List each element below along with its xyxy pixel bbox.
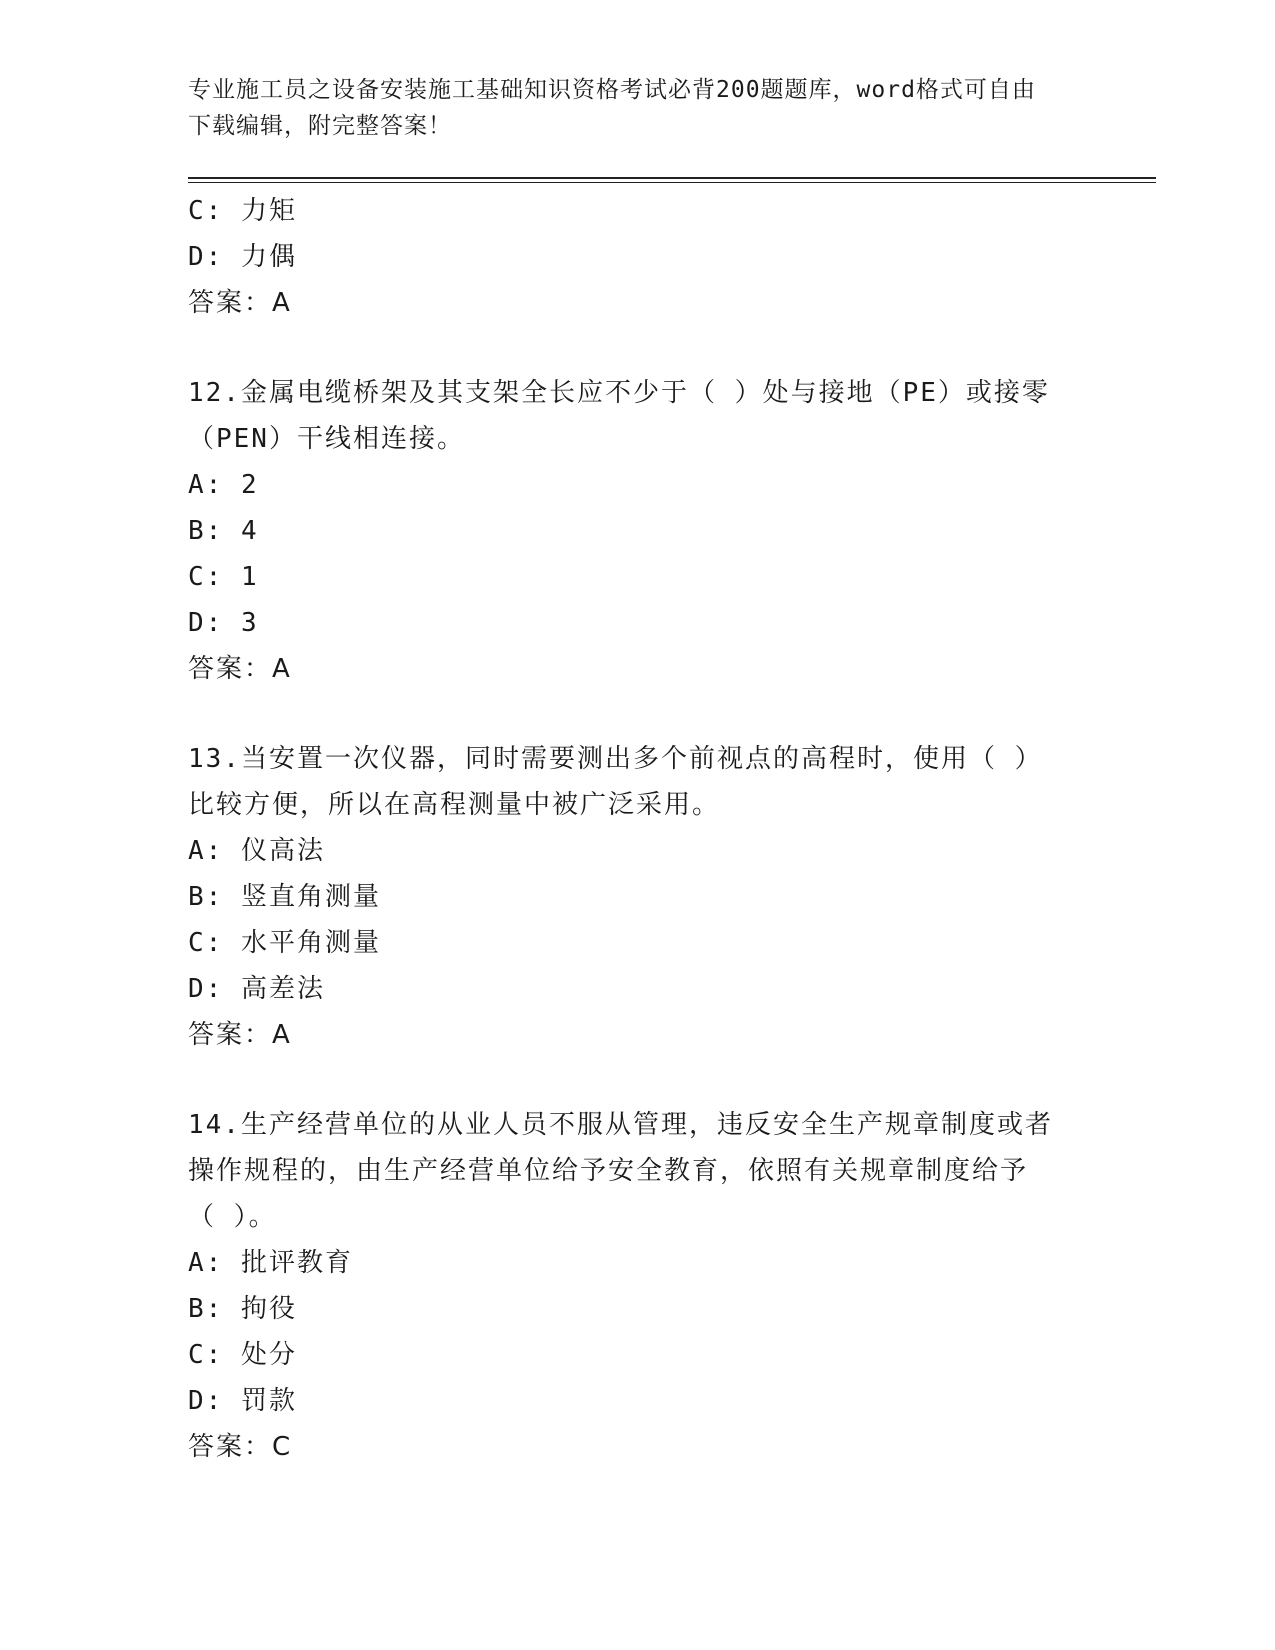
spacer (188, 326, 1088, 370)
option-d: D: 3 (188, 608, 259, 638)
option-a: A: 批评教育 (188, 1248, 353, 1278)
question-list (188, 188, 1088, 1470)
question-14 (188, 1102, 1088, 1470)
spacer (188, 692, 1088, 736)
option-c: C: 水平角测量 (188, 928, 381, 958)
answer-line: 答案：C (188, 1432, 293, 1462)
spacer (188, 1058, 1088, 1102)
question-text-line-2: （PEN）干线相连接。 (188, 424, 465, 454)
option-c: C: 力矩 (188, 196, 297, 226)
option-a: A: 2 (188, 470, 259, 500)
option-d: D: 高差法 (188, 974, 325, 1004)
document-header (188, 72, 1088, 144)
question-text-line-1: 14.生产经营单位的从业人员不服从管理，违反安全生产规章制度或者 (188, 1110, 1053, 1140)
question-text-line-1: 12.金属电缆桥架及其支架全长应不少于（ ）处与接地（PE）或接零 (188, 378, 1050, 408)
option-c: C: 1 (188, 562, 259, 592)
header-divider-thin (188, 182, 1156, 183)
answer-line: 答案：A (188, 288, 292, 318)
option-c: C: 处分 (188, 1340, 297, 1370)
question-text-line-1: 13.当安置一次仪器，同时需要测出多个前视点的高程时，使用（ ） (188, 744, 1043, 774)
header-divider-thick (188, 177, 1156, 179)
option-d: D: 力偶 (188, 242, 297, 272)
question-text-line-2: 操作规程的，由生产经营单位给予安全教育，依照有关规章制度给予 (188, 1156, 1029, 1186)
answer-line: 答案：A (188, 1020, 292, 1050)
header-line-1: 专业施工员之设备安装施工基础知识资格考试必背200题题库，word格式可自由 (188, 77, 1036, 103)
option-d: D: 罚款 (188, 1386, 297, 1416)
option-b: B: 4 (188, 516, 259, 546)
question-text-line-3: （ ）。 (188, 1202, 277, 1232)
question-11 (188, 188, 1088, 326)
question-12 (188, 370, 1088, 692)
option-a: A: 仪高法 (188, 836, 325, 866)
header-line-2: 下载编辑，附完整答案！ (188, 113, 452, 139)
answer-line: 答案：A (188, 654, 292, 684)
question-13 (188, 736, 1088, 1058)
option-b: B: 拘役 (188, 1294, 297, 1324)
question-text-line-2: 比较方便，所以在高程测量中被广泛采用。 (188, 790, 721, 820)
option-b: B: 竖直角测量 (188, 882, 381, 912)
